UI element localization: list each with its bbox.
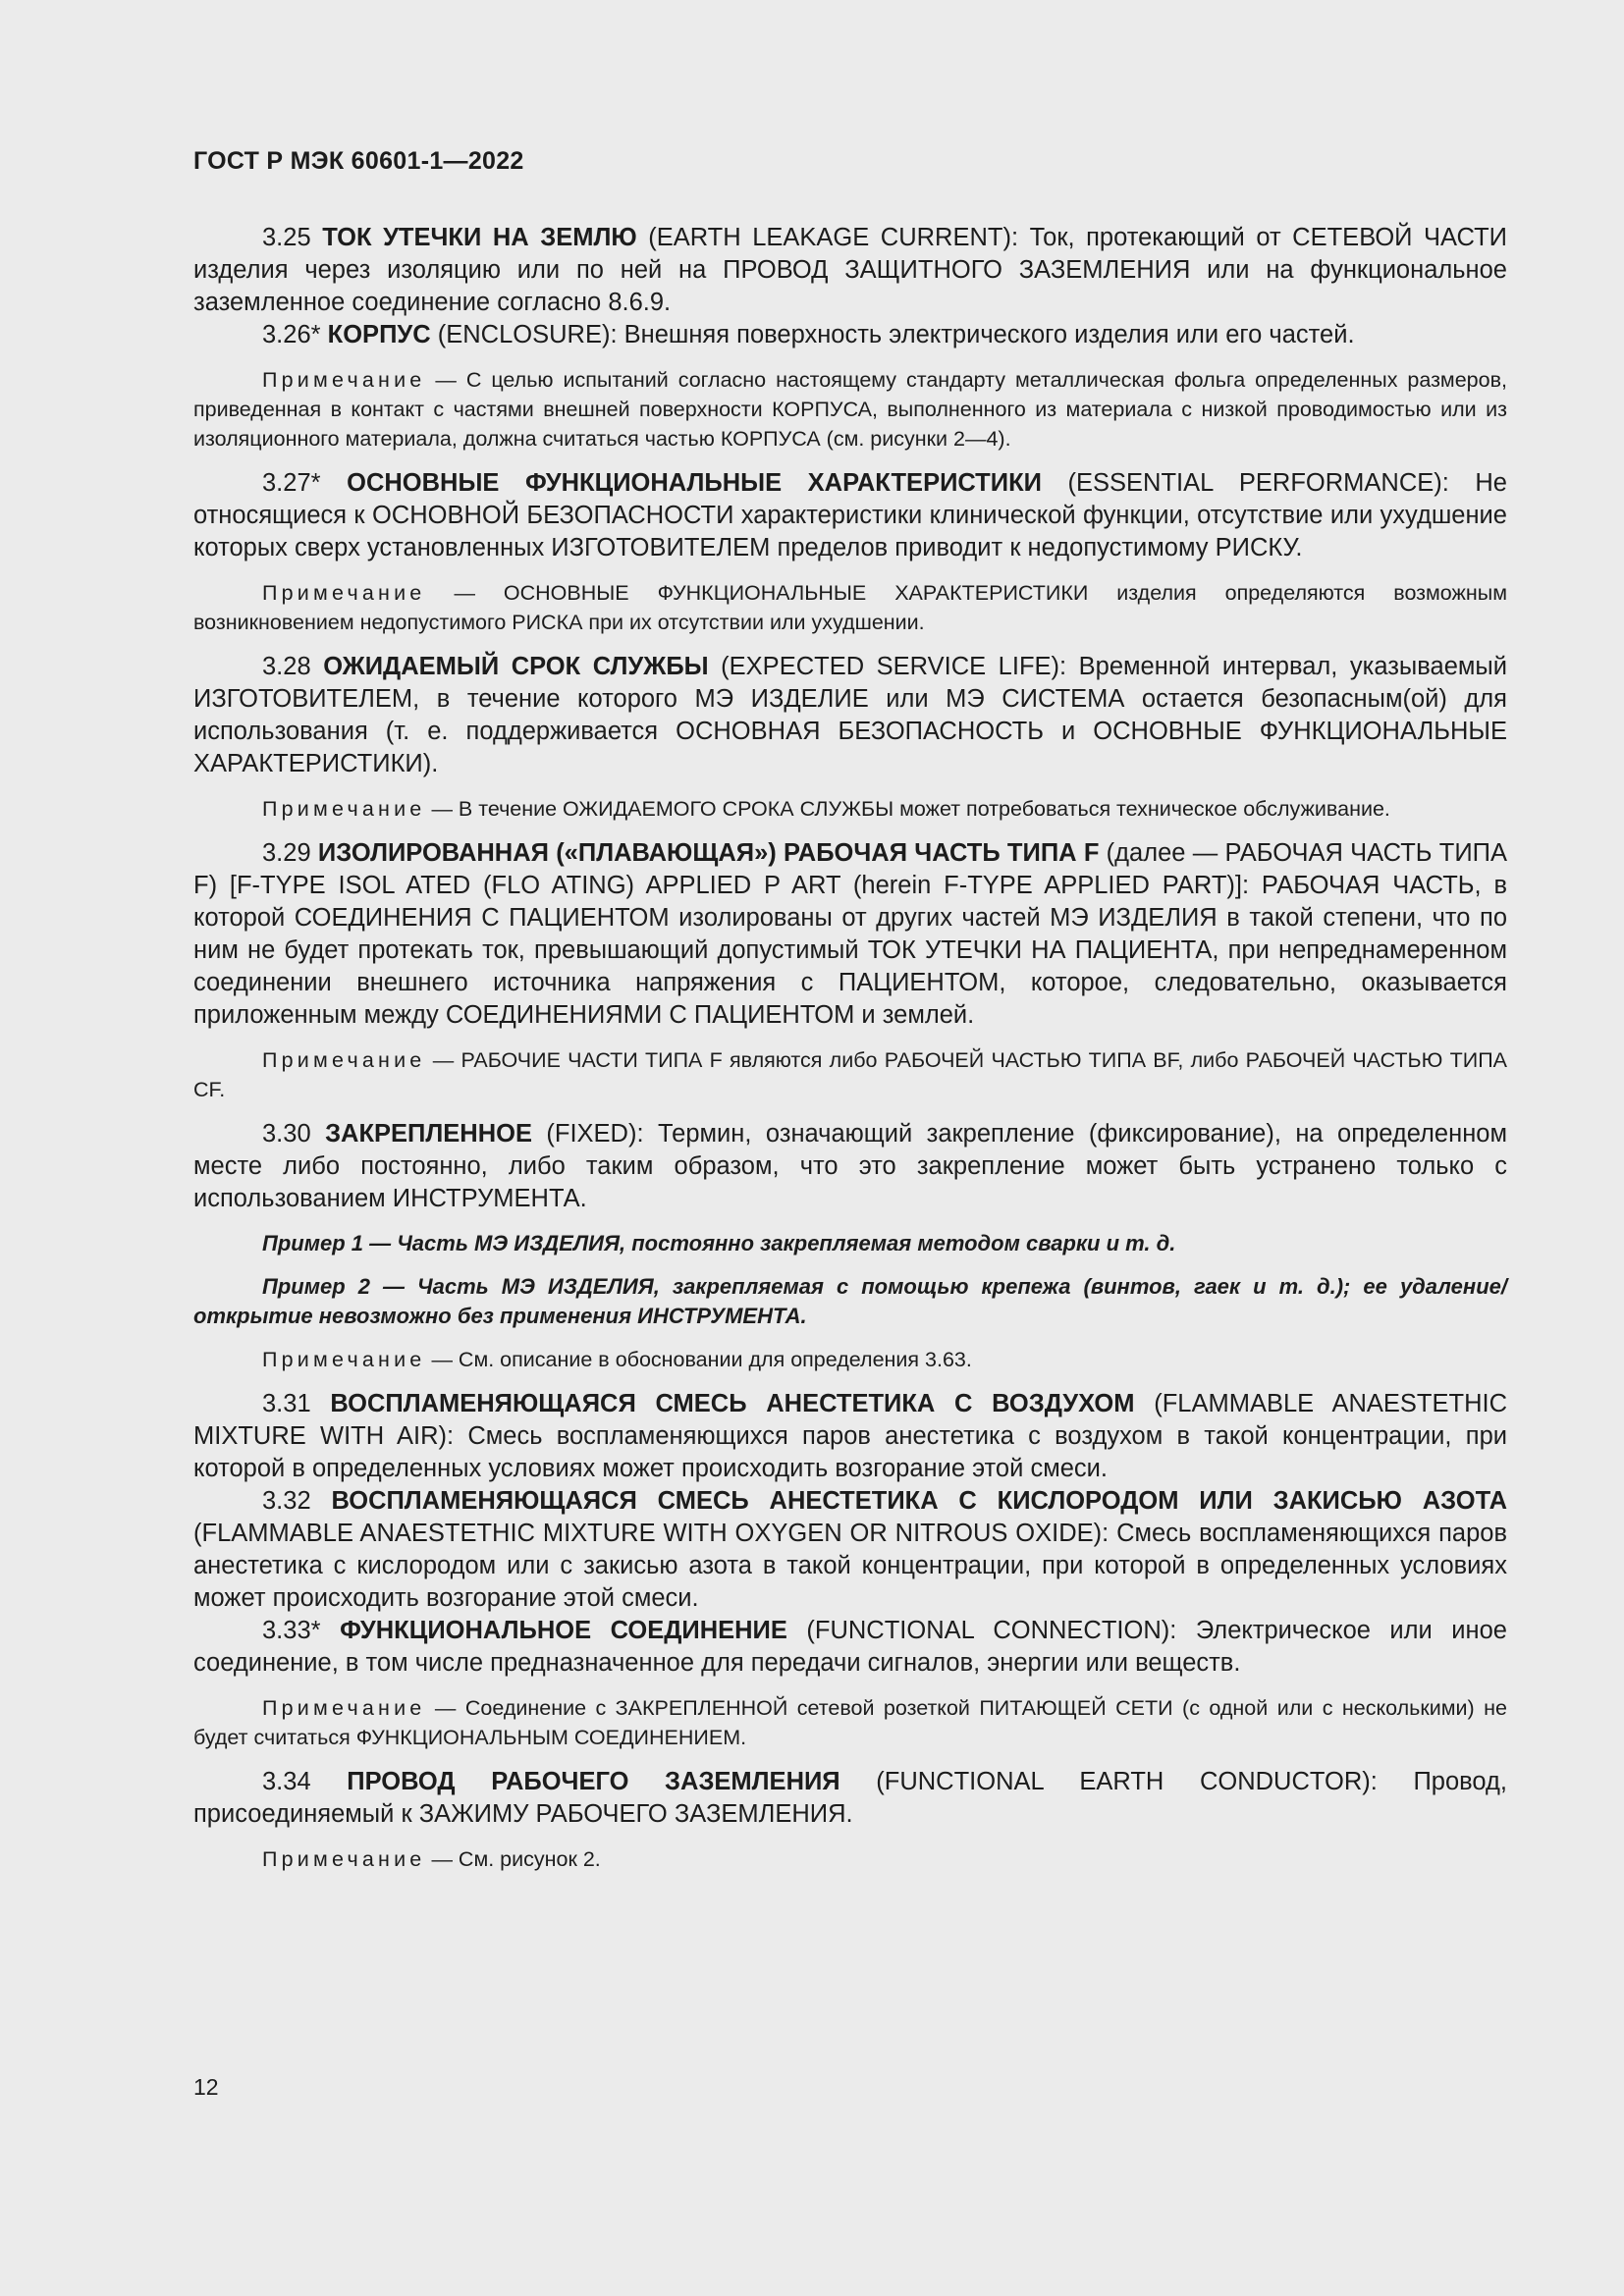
example-1: Пример 1 — Часть МЭ ИЗДЕЛИЯ, постоянно закрепляемая методом сварки и т. д. <box>262 1231 1176 1255</box>
term-number: 3.26* <box>262 321 321 348</box>
term-title: ВОСПЛАМЕНЯЮЩАЯСЯ СМЕСЬ АНЕСТЕТИКА С КИСЛОРОДОМ ИЛИ ЗАКИСЬЮ АЗОТА <box>331 1487 1507 1515</box>
term-title: ЗАКРЕПЛЕННОЕ <box>325 1120 532 1148</box>
definition-3-30 <box>193 1118 1507 1215</box>
term-number: 3.34 <box>262 1768 311 1795</box>
note-3-27 <box>193 578 1507 637</box>
note-label: Примечание <box>262 581 426 605</box>
note-3-33 <box>193 1693 1507 1752</box>
note-label: Примечание <box>262 797 426 821</box>
term-title: ФУНКЦИОНАЛЬНОЕ СОЕДИНЕНИЕ <box>340 1617 787 1644</box>
term-title: ИЗОЛИРОВАННАЯ («ПЛАВАЮЩАЯ») РАБОЧАЯ ЧАСТЬ ТИПА F <box>317 839 1100 867</box>
term-number: 3.28 <box>262 653 311 680</box>
term-definition: (FUNCTIONAL EARTH CONDUCTOR): Провод, присоединяемый к ЗАЖИМУ РАБОЧЕГО ЗАЗЕМЛЕНИЯ. <box>193 1768 1507 1828</box>
note-3-29 <box>193 1045 1507 1104</box>
note-label: Примечание <box>262 368 426 392</box>
term-definition: (ESSENTIAL PERFORMANCE): Не относящиеся к ОСНОВНОЙ БЕЗОПАСНОСТИ характеристики клинической функции, отсутствие или ухудшение которых сверх установленных ИЗГОТОВИТЕЛЕМ пределов приводит к недопустимому РИСКУ. <box>193 469 1507 561</box>
term-number: 3.25 <box>262 224 311 251</box>
note-text: — См. рисунок 2. <box>431 1847 601 1871</box>
term-definition: (FIXED): Термин, означающий закрепление (фиксирование), на определенном месте либо постоянно, либо таким образом, что это закрепление может быть устранено только с использованием ИНСТРУМЕНТА. <box>193 1120 1507 1212</box>
term-definition: (FLAMMABLE ANAESTETHIC MIXTURE WITH OXYGEN OR NITROUS OXIDE): Смесь воспламеняющихся паров анестетика с кислородом или с закисью азота в такой концентрации, при которой в определенных условиях может происходить возгорание этой смеси. <box>193 1520 1507 1612</box>
note-text: — В течение ОЖИДАЕМОГО СРОКА СЛУЖБЫ может потребоваться техническое обслуживание. <box>431 797 1390 821</box>
term-number: 3.33* <box>262 1617 321 1644</box>
term-number: 3.31 <box>262 1390 311 1417</box>
definition-3-28 <box>193 651 1507 780</box>
note-3-28 <box>193 794 1507 824</box>
term-number: 3.32 <box>262 1487 311 1515</box>
definition-3-32 <box>193 1485 1507 1615</box>
term-definition: (EXPECTED SERVICE LIFE): Временной интервал, указываемый ИЗГОТОВИТЕЛЕМ, в течение которого МЭ ИЗДЕЛИЕ или МЭ СИСТЕМА остается безопасным(ой) для использования (т. е. поддерживается ОСНОВНАЯ БЕЗОПАСНОСТЬ и ОСНОВНЫЕ ФУНКЦИОНАЛЬНЫЕ ХАРАКТЕРИСТИКИ). <box>193 653 1507 777</box>
note-label: Примечание <box>262 1348 426 1371</box>
term-definition: (EARTH LEAKAGE CURRENT): Ток, протекающий от СЕТЕВОЙ ЧАСТИ изделия через изоляцию или по ней на ПРОВОД ЗАЩИТНОГО ЗАЗЕМЛЕНИЯ или на функциональное заземленное соединение согласно 8.6.9. <box>193 224 1507 316</box>
page-number: 12 <box>193 2074 219 2100</box>
note-text: — РАБОЧИЕ ЧАСТИ ТИПА F являются либо РАБОЧЕЙ ЧАСТЬЮ ТИПА BF, либо РАБОЧЕЙ ЧАСТЬЮ ТИПА CF. <box>193 1048 1507 1101</box>
term-title: ОСНОВНЫЕ ФУНКЦИОНАЛЬНЫЕ ХАРАКТЕРИСТИКИ <box>347 469 1042 497</box>
definition-3-34 <box>193 1766 1507 1831</box>
term-title: ВОСПЛАМЕНЯЮЩАЯСЯ СМЕСЬ АНЕСТЕТИКА С ВОЗДУХОМ <box>330 1390 1135 1417</box>
note-label: Примечание <box>262 1696 426 1720</box>
term-definition: (FLAMMABLE ANAESTETHIC MIXTURE WITH AIR): Смесь воспламеняющихся паров анестетика с воздухом в такой концентрации, при которой в определенных условиях может происходить возгорание этой смеси. <box>193 1390 1507 1482</box>
term-number: 3.27* <box>262 469 321 497</box>
note-3-30 <box>193 1345 1507 1374</box>
term-title: ПРОВОД РАБОЧЕГО ЗАЗЕМЛЕНИЯ <box>347 1768 840 1795</box>
term-definition: (ENCLOSURE): Внешняя поверхность электрического изделия или его частей. <box>437 321 1355 348</box>
note-3-26 <box>193 365 1507 454</box>
definition-3-31 <box>193 1388 1507 1485</box>
term-definition: (далее — РАБОЧАЯ ЧАСТЬ ТИПА F) [F-TYPE ISOL ATED (FLO ATING) APPLIED P ART (herein F-TYPE APPLIED PART)]: РАБОЧАЯ ЧАСТЬ, в которой СОЕДИНЕНИЯ С ПАЦИЕНТОМ изолированы от других частей МЭ ИЗДЕЛИЯ в такой степени, что по ним не будет протекать ток, превышающий допустимый ТОК УТЕЧКИ НА ПАЦИЕНТА, при непреднамеренном соединении внешнего источника напряжения с ПАЦИЕНТОМ, которое, следовательно, оказывается приложенным между СОЕДИНЕНИЯМИ С ПАЦИЕНТОМ и землей. <box>193 839 1508 1029</box>
note-text: — См. описание в обосновании для определения 3.63. <box>431 1348 972 1371</box>
term-title: ТОК УТЕЧКИ НА ЗЕМЛЮ <box>322 224 637 251</box>
note-text: — С целью испытаний согласно настоящему стандарту металлическая фольга определенных размеров, приведенная в контакт с частями внешней поверхности КОРПУСА, выполненного из материала с низкой проводимостью или из изоляционного материала, должна считаться частью КОРПУСА (см. рисунки 2—4). <box>193 368 1507 451</box>
note-text: — ОСНОВНЫЕ ФУНКЦИОНАЛЬНЫЕ ХАРАКТЕРИСТИКИ изделия определяются возможным возникновением недопустимого РИСКА при их отсутствии или ухудшении. <box>193 581 1507 634</box>
definition-3-25 <box>193 222 1507 319</box>
example-2: Пример 2 — Часть МЭ ИЗДЕЛИЯ, закрепляемая с помощью крепежа (винтов, гаек и т. д.); ее удаление/открытие невозможно без применения ИНСТРУМЕНТА. <box>193 1274 1507 1328</box>
term-number: 3.29 <box>262 839 311 867</box>
term-title: КОРПУС <box>327 321 431 348</box>
definition-3-29 <box>193 837 1507 1032</box>
note-label: Примечание <box>262 1847 426 1871</box>
definition-3-33 <box>193 1615 1507 1680</box>
note-text: — Соединение с ЗАКРЕПЛЕННОЙ сетевой розеткой ПИТАЮЩЕЙ СЕТИ (с одной или с несколькими) не будет считаться ФУНКЦИОНАЛЬНЫМ СОЕДИНЕНИЕМ. <box>193 1696 1507 1749</box>
note-label: Примечание <box>262 1048 426 1072</box>
term-title: ОЖИДАЕМЫЙ СРОК СЛУЖБЫ <box>323 653 709 680</box>
document-body <box>193 222 1507 1888</box>
definition-3-27 <box>193 467 1507 564</box>
page-header: ГОСТ Р МЭК 60601-1—2022 <box>193 147 524 175</box>
term-number: 3.30 <box>262 1120 311 1148</box>
note-3-34 <box>193 1844 1507 1874</box>
definition-3-26 <box>193 319 1507 351</box>
term-definition: (FUNCTIONAL CONNECTION): Электрическое или иное соединение, в том числе предназначенное для передачи сигналов, энергии или веществ. <box>193 1617 1507 1677</box>
